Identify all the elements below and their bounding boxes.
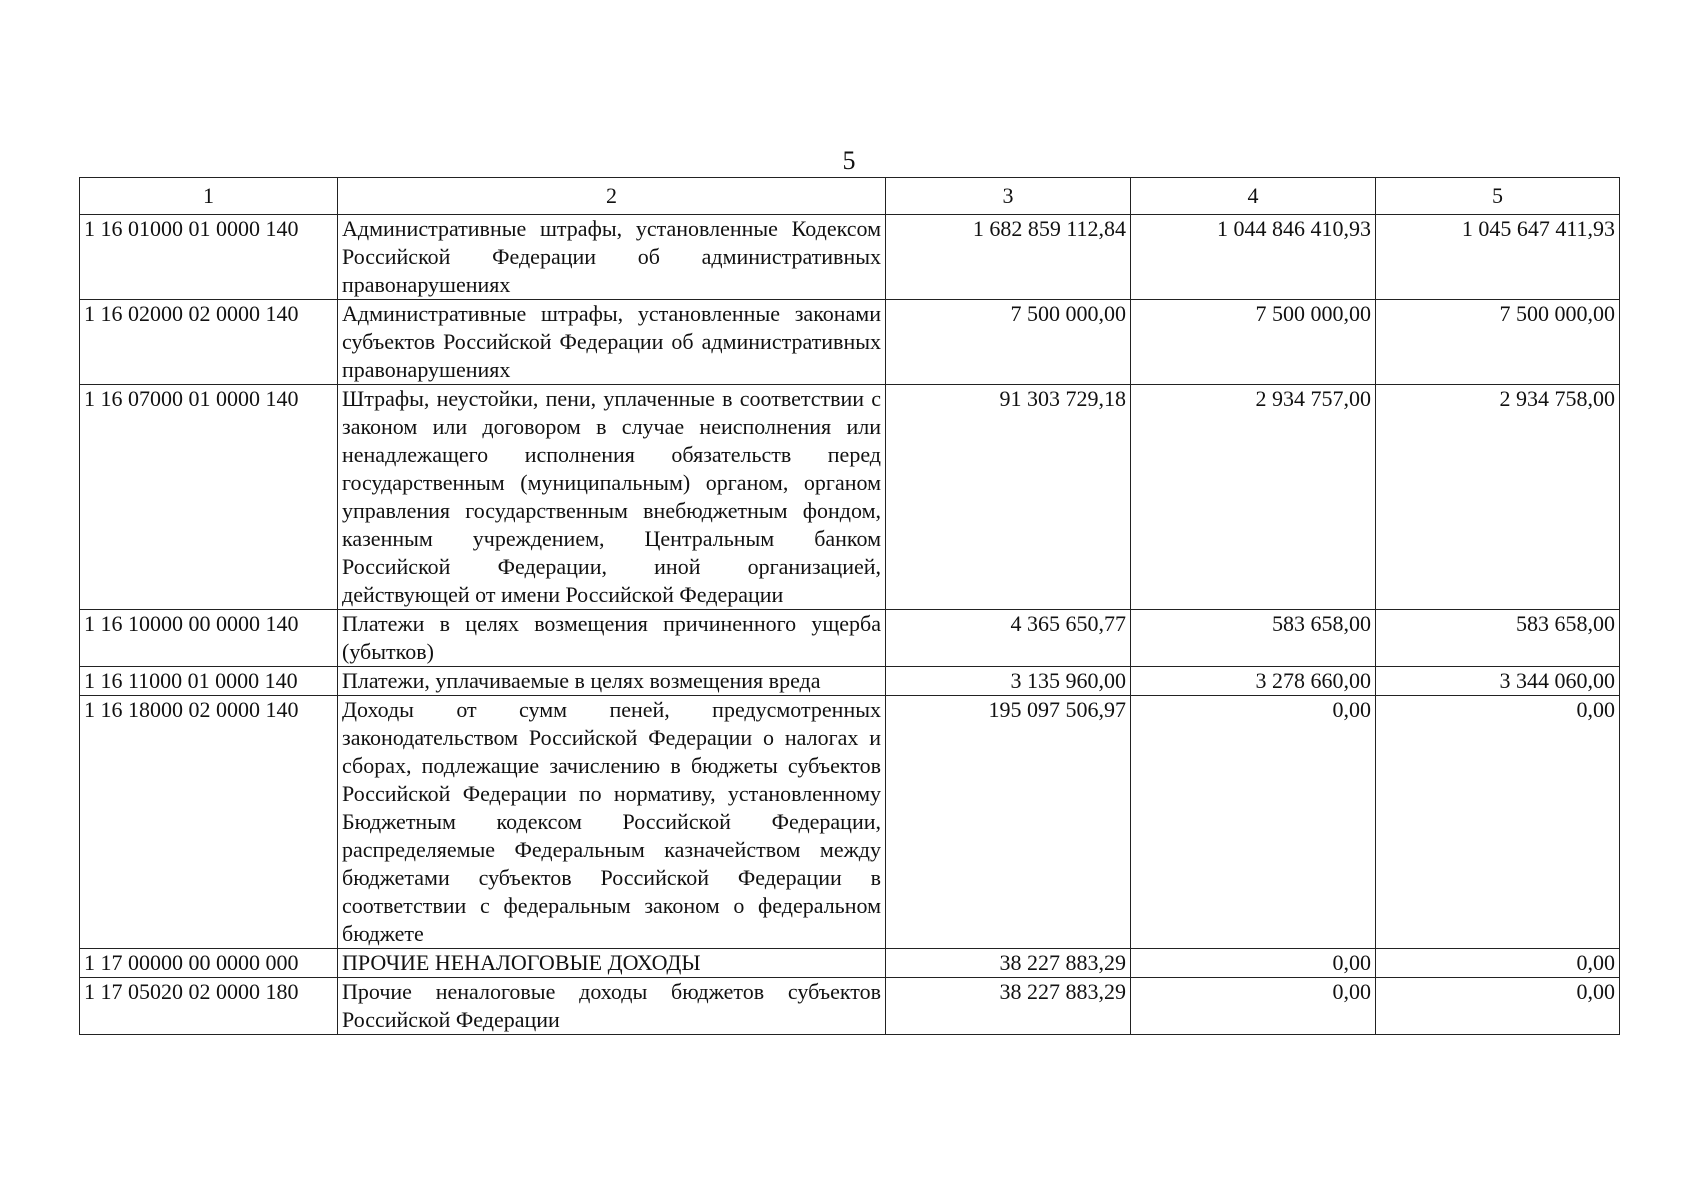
amount-col5-cell: 2 934 758,00	[1376, 385, 1620, 610]
amount-col4-cell: 583 658,00	[1131, 610, 1376, 667]
table-row	[80, 949, 1620, 978]
table-row	[80, 978, 1620, 1035]
page-number: 5	[842, 146, 856, 175]
amount-col3-cell: 91 303 729,18	[886, 385, 1131, 610]
amount-col5-cell: 583 658,00	[1376, 610, 1620, 667]
amount-col3-cell: 1 682 859 112,84	[886, 215, 1131, 300]
budget-code-cell: 1 16 01000 01 0000 140	[80, 215, 338, 300]
budget-code-cell: 1 17 00000 00 0000 000	[80, 949, 338, 978]
table-row	[80, 215, 1620, 300]
amount-col5-cell: 7 500 000,00	[1376, 300, 1620, 385]
column-header-2: 2	[338, 178, 886, 215]
budget-code-cell: 1 16 07000 01 0000 140	[80, 385, 338, 610]
table-body	[80, 215, 1620, 1035]
amount-col4-cell: 7 500 000,00	[1131, 300, 1376, 385]
amount-col4-cell: 3 278 660,00	[1131, 667, 1376, 696]
amount-col4-cell: 0,00	[1131, 978, 1376, 1035]
revenue-name-cell: Административные штрафы, установленные Кодексом Российской Федерации об административных правонарушениях	[338, 215, 886, 300]
revenue-name-cell: Штрафы, неустойки, пени, уплаченные в соответствии с законом или договором в случае неисполнения или ненадлежащего исполнения обязательств перед государственным (муниципальным) органом, органом управления государственным внебюджетным фондом, казенным учреждением, Центральным банком Российской Федерации, иной организацией, действующей от имени Российской Федерации	[338, 385, 886, 610]
budget-code-cell: 1 16 02000 02 0000 140	[80, 300, 338, 385]
amount-col5-cell: 0,00	[1376, 696, 1620, 949]
amount-col4-cell: 0,00	[1131, 696, 1376, 949]
revenue-name-cell: Доходы от сумм пеней, предусмотренных законодательством Российской Федерации о налогах и сборах, подлежащие зачислению в бюджеты субъектов Российской Федерации по нормативу, установленному Бюджетным кодексом Российской Федерации, распределяемые Федеральным казначейством между бюджетами субъектов Российской Федерации в соответствии с федеральным законом о федеральном бюджете	[338, 696, 886, 949]
column-number-row	[80, 178, 1620, 215]
table-header	[80, 178, 1620, 215]
column-header-3: 3	[886, 178, 1131, 215]
table-row	[80, 385, 1620, 610]
table-row	[80, 667, 1620, 696]
budget-code-cell: 1 16 18000 02 0000 140	[80, 696, 338, 949]
revenue-name-cell: Прочие неналоговые доходы бюджетов субъектов Российской Федерации	[338, 978, 886, 1035]
amount-col3-cell: 38 227 883,29	[886, 978, 1131, 1035]
column-header-4: 4	[1131, 178, 1376, 215]
revenue-name-cell: ПРОЧИЕ НЕНАЛОГОВЫЕ ДОХОДЫ	[338, 949, 886, 978]
amount-col5-cell: 0,00	[1376, 978, 1620, 1035]
amount-col3-cell: 195 097 506,97	[886, 696, 1131, 949]
amount-col5-cell: 1 045 647 411,93	[1376, 215, 1620, 300]
budget-code-cell: 1 16 11000 01 0000 140	[80, 667, 338, 696]
budget-code-cell: 1 17 05020 02 0000 180	[80, 978, 338, 1035]
amount-col3-cell: 7 500 000,00	[886, 300, 1131, 385]
amount-col4-cell: 0,00	[1131, 949, 1376, 978]
revenue-name-cell: Платежи в целях возмещения причиненного ущерба (убытков)	[338, 610, 886, 667]
budget-revenue-table	[79, 177, 1620, 1035]
column-header-5: 5	[1376, 178, 1620, 215]
amount-col4-cell: 1 044 846 410,93	[1131, 215, 1376, 300]
table-row	[80, 610, 1620, 667]
table-row	[80, 696, 1620, 949]
budget-code-cell: 1 16 10000 00 0000 140	[80, 610, 338, 667]
amount-col3-cell: 38 227 883,29	[886, 949, 1131, 978]
table-row	[80, 300, 1620, 385]
amount-col3-cell: 3 135 960,00	[886, 667, 1131, 696]
column-header-1: 1	[80, 178, 338, 215]
revenue-name-cell: Платежи, уплачиваемые в целях возмещения вреда	[338, 667, 886, 696]
revenue-name-cell: Административные штрафы, установленные законами субъектов Российской Федерации об административных правонарушениях	[338, 300, 886, 385]
amount-col5-cell: 3 344 060,00	[1376, 667, 1620, 696]
amount-col5-cell: 0,00	[1376, 949, 1620, 978]
amount-col4-cell: 2 934 757,00	[1131, 385, 1376, 610]
amount-col3-cell: 4 365 650,77	[886, 610, 1131, 667]
